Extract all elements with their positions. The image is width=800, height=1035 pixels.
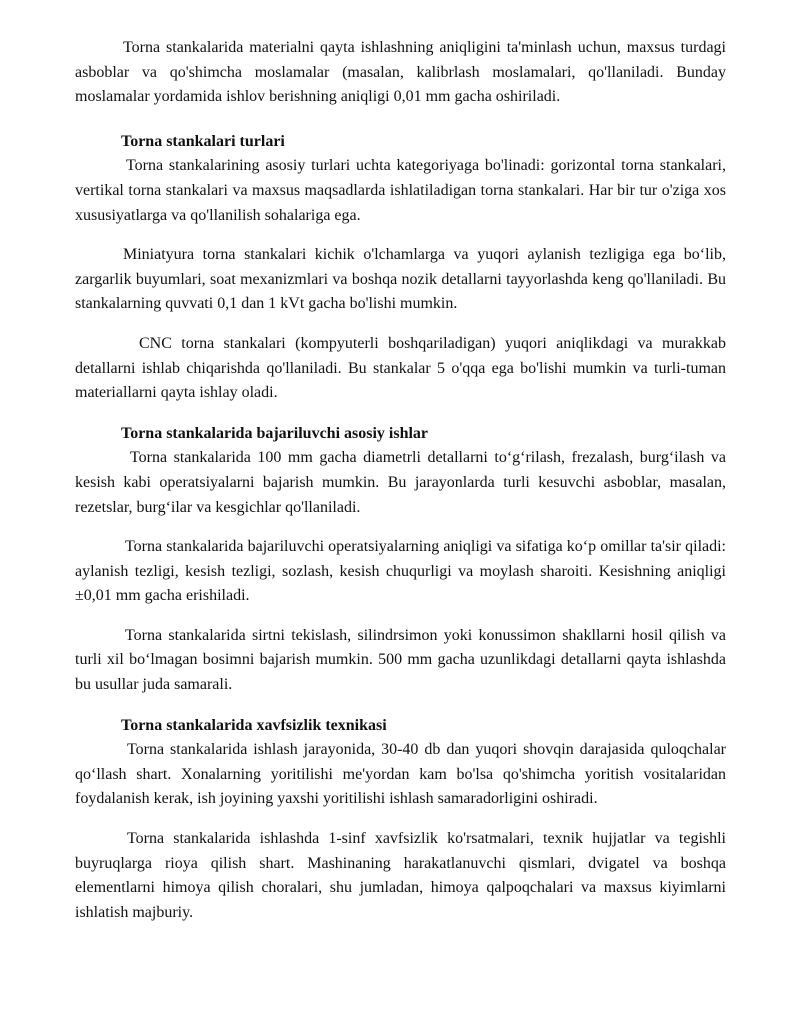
- document-page: [75, 36, 726, 925]
- section-heading-types: Torna stankalari turlari: [121, 132, 285, 150]
- section-heading-operations: Torna stankalarida bajariluvchi asosiy ishlar: [121, 424, 429, 442]
- operations-paragraph-3: Torna stankalarida sirtni tekislash, silindrsimon yoki konussimon shakllarni hosil qilish va turli xil bo‘lmagan bosimni bajarish mumkin. 500 mm gacha uzunlikdagi detallarni qayta ishlashda bu usullar juda samarali.: [75, 626, 726, 694]
- operations-paragraph-2: Torna stankalarida bajariluvchi operatsiyalarning aniqligi va sifatiga ko‘p omillar ta'sir qiladi: aylanish tezligi, kesish tezligi, sozlash, kesish chuqurligi va moylash sharoiti. Kesishning aniqligi ±0,01 mm gacha erishiladi.: [75, 538, 726, 605]
- section-heading-safety: Torna stankalarida xavfsizlik texnikasi: [121, 716, 387, 734]
- types-paragraph-1: Torna stankalarining asosiy turlari uchta kategoriyaga bo'linadi: gorizontal torna stankalari, vertikal torna stankalari va maxsus maqsadlarda ishlatiladigan torna stankalari. Har bir tur o'ziga xos xususiyatlarga va qo'llanilish sohalariga ega.: [75, 157, 726, 224]
- types-paragraph-3: CNC torna stankalari (kompyuterli boshqariladigan) yuqori aniqlikdagi va murakkab detallarni ishlab chiqarishda qo'llaniladi. Bu stankalar 5 o'qqa ega bo'lishi mumkin va turli-tuman materiallarni qayta ishlay oladi.: [75, 334, 726, 402]
- intro-paragraph: Torna stankalarida materialni qayta ishlashning aniqligini ta'minlash uchun, maxsus turdagi asboblar va qo'shimcha moslamalar (masalan, kalibrlash moslamalari, qo'llaniladi. Bunday moslamalar yordamida ishlov berishning aniqligi 0,01 mm gacha oshiriladi.: [75, 39, 726, 106]
- operations-paragraph-1: Torna stankalarida 100 mm gacha diametrli detallarni to‘g‘rilash, frezalash, burg‘ilash va kesish kabi operatsiyalarni bajarish mumkin. Bu jarayonlarda turli kesuvchi asboblar, masalan, rezetslar, burg‘ilar va kesgichlar qo'llaniladi.: [75, 449, 726, 516]
- safety-paragraph-2: Torna stankalarida ishlashda 1-sinf xavfsizlik ko'rsatmalari, texnik hujjatlar va tegishli buyruqlarga rioya qilish shart. Mashinaning harakatlanuvchi qismlari, dvigatel va boshqa elementlarni himoya qilish choralari, shu jumladan, himoya qalpoqchalari va maxsus kiyimlarni ishlatish majburiy.: [75, 830, 726, 921]
- types-paragraph-2: Miniatyura torna stankalari kichik o'lchamlarga va yuqori aylanish tezligiga ega bo‘lib, zargarlik buyumlari, soat mexanizmlari va boshqa nozik detallarni tayyorlashda keng qo'llaniladi. Bu stankalarning quvvati 0,1 dan 1 kVt gacha bo'lishi mumkin.: [75, 246, 726, 313]
- safety-paragraph-1: Torna stankalarida ishlash jarayonida, 30-40 db dan yuqori shovqin darajasida quloqchalar qo‘llash shart. Xonalarning yoritilishi me'yordan kam bo'lsa qo'shimcha yoritish vositalaridan foydalanish kerak, ish joyining yaxshi yoritilishi ishlash samaradorligini oshiradi.: [75, 741, 726, 808]
